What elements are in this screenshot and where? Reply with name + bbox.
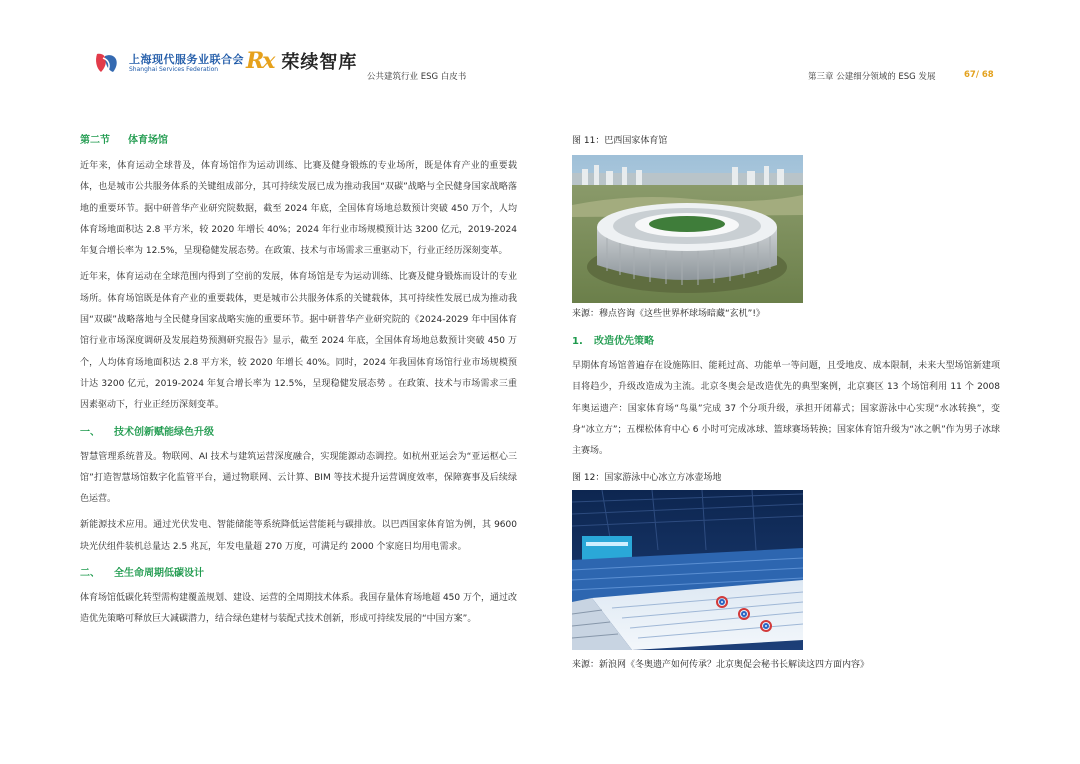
water-cube-curling-photo bbox=[572, 490, 803, 650]
subheading-1-number: 一、 bbox=[80, 426, 100, 438]
document-title: 公共建筑行业 ESG 白皮书 bbox=[367, 72, 467, 82]
figure-12-source: 来源：新浪网《冬奥遗产如何传承？北京奥促会秘书长解读这四方面内容》 bbox=[572, 660, 870, 671]
subheading-2-number: 二、 bbox=[80, 568, 100, 580]
chapter-title: 第三章 公建细分领域的 ESG 发展 bbox=[808, 72, 936, 82]
section-number: 第二节 bbox=[80, 135, 110, 146]
ssf-name-cn: 上海现代服务业联合会 bbox=[129, 52, 244, 66]
strategy-title: 改造优先策略 bbox=[594, 336, 654, 347]
strategy-heading bbox=[572, 331, 1000, 353]
ssf-logo-icon bbox=[93, 50, 123, 76]
section-title: 体育场馆 bbox=[128, 135, 168, 146]
figure-11-source: 来源：穆点咨询《这些世界杯球场暗藏“玄机”!》 bbox=[572, 309, 765, 319]
brasilia-stadium-photo bbox=[572, 155, 803, 303]
figure-11-caption: 图 11：巴西国家体育馆 bbox=[572, 136, 668, 146]
left-column bbox=[80, 130, 517, 636]
rongxu-logo bbox=[246, 48, 357, 74]
subheading-2-title: 全生命周期低碳设计 bbox=[114, 568, 204, 580]
paragraph-1: 近年来，体育运动全球普及，体育场馆作为运动训练、比赛及健身锻炼的专业场所，既是体育产业的重要载体，也是城市公共服务体系的关键组成部分，其可持续发展已成为推动我国“双碳”战略与全民健身国家战略落地的重要环节。据中研普华产业研究院数据，截至 2024 年底，全国体育场地总数预计突破 450 万个，人均体育场地面积达 2.8 平方米，较 2020 年增长 40%；2024 年行业市场规模预计达 3200 亿元，2019-2024 年复合增长率为 12.5%，呈现稳健发展态势。在政策、技术与市场需求三重驱动下，行业正经历深刻变革。 bbox=[80, 161, 517, 257]
paragraph-2: 近年来，体育运动在全球范围内得到了空前的发展，体育场馆是专为运动训练、比赛及健身锻炼而设计的专业场所。体育场馆既是体育产业的重要载体，更是城市公共服务体系的关键载体，其可持续性发展已成为推动我国“双碳”战略落地与全民健身国家战略实施的重要环节。据中研普华产业研究院的《2024-2029 年中国体育馆行业市场深度调研及发展趋势预测研究报告》显示，截至 2024 年底，全国体育场地总数预计突破 450 万个，人均体育场地面积达 2.8 平方米，较 2020 年增长 40%。同时，2024 年我国体育场馆行业市场规模预计达 3200 亿元，2019-2024 年复合增长率为 12.5%，呈现稳健发展态势 。在政策、技术与市场需求三重因素驱动下，行业正经历深刻变革。 bbox=[80, 272, 517, 411]
page-number: 67/ 68 bbox=[964, 70, 994, 80]
strategy-paragraph: 早期体育场馆普遍存在设施陈旧、能耗过高、功能单一等问题，且受地皮、成本限制，未来大型场馆新建项目将趋少，升级改造成为主流。北京冬奥会是改造优先的典型案例，北京赛区 13 个场馆利用 11 个 2008 年奥运遗产：国家体育场“鸟巢”完成 37 个分项升级，承担开闭幕式；国家游泳中心实现“水冰转换”，变身“冰立方”；五棵松体育中心 6 小时可完成冰球、篮球赛场转换；国家体育馆升级为“冰之帆”作为男子冰球主赛场。 bbox=[572, 361, 1000, 457]
rongxu-logo-mark bbox=[246, 48, 273, 74]
ssf-name-en: Shanghai Services Federation bbox=[129, 65, 219, 73]
subheading-1-title: 技术创新赋能绿色升级 bbox=[114, 426, 214, 438]
figure-12-caption: 图 12：国家游泳中心冰立方冰壶场地 bbox=[572, 473, 722, 484]
section-heading bbox=[80, 130, 517, 152]
strategy-number: 1. bbox=[572, 336, 583, 347]
subheading-1 bbox=[80, 422, 517, 444]
water-cube-curling-image bbox=[572, 490, 803, 650]
subheading-2 bbox=[80, 563, 517, 585]
rongxu-name: 荣续智库 bbox=[281, 52, 358, 73]
paragraph-5: 体育场馆低碳化转型需构建覆盖规划、建设、运营的全周期技术体系。我国存量体育场地超 450 万个，通过改造优先策略可释放巨大减碳潜力，结合绿色建材与装配式技术创新，形成可持续发展的“中国方案”。 bbox=[80, 593, 517, 625]
paragraph-3: 智慧管理系统普及。物联网、AI 技术与建筑运营深度融合，实现能源动态调控。如杭州亚运会为“亚运枢心三馆”打造智慧场馆数字化监管平台，通过物联网、云计算、BIM 等技术提升运营调度效率，保障赛事及后续绿色运营。 bbox=[80, 451, 517, 505]
ssf-logo bbox=[93, 50, 244, 76]
paragraph-4: 新能源技术应用。通过光伏发电、智能储能等系统降低运营能耗与碳排放。以巴西国家体育馆为例，其 9600 块光伏组件装机总量达 2.5 兆瓦，年发电量超 270 万度，可满足约 2000 个家庭日均用电需求。 bbox=[80, 520, 517, 552]
rongxu-mark-text: Rx bbox=[246, 48, 274, 74]
right-column bbox=[572, 130, 1000, 676]
brasilia-stadium-image bbox=[572, 155, 803, 303]
page-header bbox=[0, 0, 1080, 95]
